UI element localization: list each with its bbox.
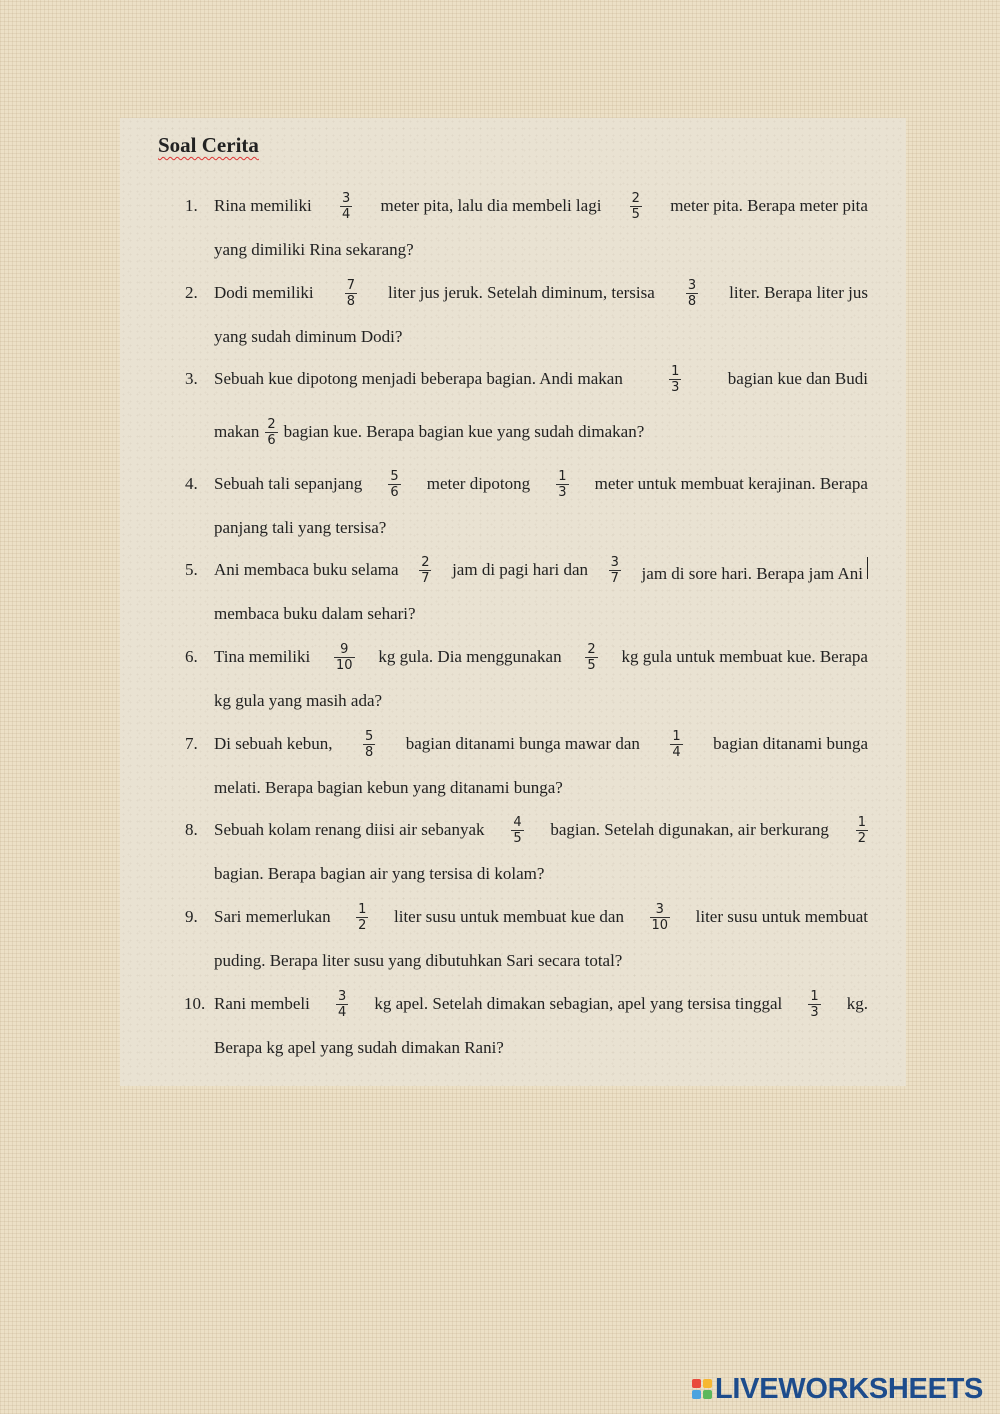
question-2-line-2: yang sudah diminum Dodi? <box>214 327 403 346</box>
question-text: Sari memerlukan <box>214 907 331 926</box>
question-10-line-1 <box>214 984 868 1024</box>
question-text: liter susu untuk membuat <box>695 907 868 926</box>
question-text: Di sebuah kebun, <box>214 734 333 753</box>
logo-text: LIVEWORKSHEETS <box>715 1372 984 1405</box>
question-text: bagian kue dan Budi <box>727 369 868 388</box>
question-4-line-2: panjang tali yang tersisa? <box>214 518 387 537</box>
fraction: $\frac{3}{8}$ <box>687 277 697 309</box>
question-text: Sebuah kolam renang diisi air sebanyak <box>214 820 485 839</box>
question-text: meter pita. Berapa meter pita <box>670 196 868 215</box>
text-cursor <box>867 557 868 579</box>
fraction: $\frac{2}{6}$ <box>267 416 276 448</box>
liveworksheets-logo[interactable] <box>692 1372 983 1406</box>
question-9-line-1 <box>214 897 868 937</box>
fraction: $\frac{1}{3}$ <box>671 363 680 395</box>
question-number: 6. <box>185 647 198 666</box>
question-text: meter pita, lalu dia membeli lagi <box>380 196 602 215</box>
question-6-line-2: kg gula yang masih ada? <box>214 691 383 710</box>
question-9-line-2: puding. Berapa liter susu yang dibutuhkan Sari secara total? <box>214 951 623 970</box>
question-text: bagian kue. Berapa bagian kue yang sudah dimakan? <box>283 422 645 441</box>
question-text: bagian ditanami bunga <box>713 734 868 753</box>
fraction: $\frac{9}{10}$ <box>336 641 353 673</box>
question-7-line-1 <box>214 724 868 764</box>
question-2-line-1 <box>214 273 868 313</box>
question-text: Tina memiliki <box>214 647 311 666</box>
question-text: jam di pagi hari dan <box>452 560 589 579</box>
question-text: kg gula untuk membuat kue. Berapa <box>621 647 868 666</box>
question-1-line-1 <box>214 186 868 226</box>
fraction: $\frac{5}{8}$ <box>365 728 374 760</box>
question-text: meter dipotong <box>426 474 531 493</box>
question-3-line-1 <box>214 359 868 399</box>
question-text: liter susu untuk membuat kue dan <box>394 907 624 926</box>
fraction: $\frac{5}{6}$ <box>390 468 399 500</box>
question-text: Dodi memiliki <box>214 283 314 302</box>
fraction: $\frac{3}{10}$ <box>651 901 669 933</box>
question-1-line-2: yang dimiliki Rina sekarang? <box>214 240 414 259</box>
question-6-line-1 <box>214 637 868 677</box>
fraction: $\frac{1}{4}$ <box>672 728 681 760</box>
question-text: Ani membaca buku selama <box>214 560 399 579</box>
question-number: 8. <box>185 820 198 839</box>
question-text: meter untuk membuat kerajinan. Berapa <box>594 474 868 493</box>
question-text-with-cursor: jam di sore hari. Berapa jam Ani <box>642 557 868 584</box>
question-text: Sebuah tali sepanjang <box>214 474 363 493</box>
fraction: $\frac{1}{3}$ <box>558 468 567 500</box>
fraction: $\frac{3}{4}$ <box>341 190 351 222</box>
question-text: kg. <box>846 994 868 1013</box>
question-text: liter jus jeruk. Setelah diminum, tersisa <box>388 283 655 302</box>
fraction: $\frac{1}{2}$ <box>358 901 367 933</box>
fraction: $\frac{1}{2}$ <box>857 814 866 846</box>
fraction: $\frac{3}{4}$ <box>337 988 347 1020</box>
fraction: $\frac{2}{5}$ <box>631 190 640 222</box>
question-8-line-1 <box>214 810 868 850</box>
page-title: Soal Cerita <box>158 133 259 157</box>
liveworksheets-logo-icon <box>692 1379 712 1399</box>
question-text: kg apel. Setelah dimakan sebagian, apel yang tersisa tinggal <box>374 994 783 1013</box>
fraction: $\frac{4}{5}$ <box>513 814 522 846</box>
question-8-line-2: bagian. Berapa bagian air yang tersisa di kolam? <box>214 864 545 883</box>
question-number: 2. <box>185 283 198 302</box>
question-text: bagian. Setelah digunakan, air berkurang <box>550 820 829 839</box>
question-number: 4. <box>185 474 198 493</box>
question-number: 9. <box>185 907 198 926</box>
fraction: $\frac{3}{7}$ <box>610 554 619 586</box>
question-text: Rina memiliki <box>214 196 312 215</box>
fraction: $\frac{7}{8}$ <box>346 277 355 309</box>
question-number: 10. <box>184 994 206 1013</box>
fraction: $\frac{2}{5}$ <box>587 641 596 673</box>
question-text: bagian ditanami bunga mawar dan <box>405 734 640 753</box>
question-text: makan <box>214 422 260 441</box>
question-number: 3. <box>185 369 198 388</box>
fraction: $\frac{1}{3}$ <box>810 988 819 1020</box>
question-4-line-1 <box>214 464 868 504</box>
question-text: Sebuah kue dipotong menjadi beberapa bagian. Andi makan <box>214 369 623 388</box>
question-10-line-2: Berapa kg apel yang sudah dimakan Rani? <box>214 1038 504 1057</box>
question-text: kg gula. Dia menggunakan <box>378 647 562 666</box>
question-number: 7. <box>185 734 198 753</box>
question-number: 1. <box>185 196 198 215</box>
question-text: liter. Berapa liter jus <box>729 283 868 302</box>
question-5-line-2: membaca buku dalam sehari? <box>214 604 416 623</box>
question-3-line-2 <box>214 412 868 452</box>
question-5-line-1 <box>214 550 868 590</box>
question-text: Rani membeli <box>214 994 310 1013</box>
question-7-line-2: melati. Berapa bagian kebun yang ditanami bunga? <box>214 778 563 797</box>
fraction: $\frac{2}{7}$ <box>421 554 430 586</box>
question-number: 5. <box>185 560 198 579</box>
